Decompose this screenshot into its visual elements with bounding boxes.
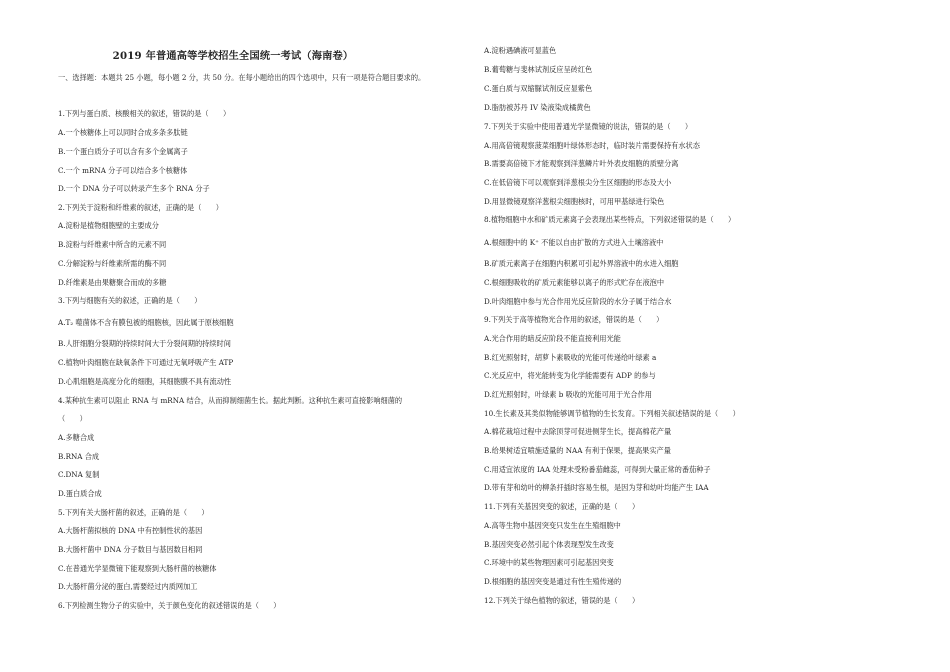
option-line: A.淀粉是植物细胞壁的主要成分	[58, 221, 159, 230]
option-line: C.分解淀粉与纤维素所需的酶不同	[58, 259, 167, 268]
option-line: C.一个 mRNA 分子可以结合多个核糖体	[58, 166, 188, 175]
option-line: A.高等生物中基因突变只发生在生殖细胞中	[484, 521, 621, 530]
option-line: A.一个核糖体上可以同时合成多条多肽链	[58, 128, 188, 137]
question-line-continued: （ ）	[58, 414, 87, 423]
option-line: B.RNA 合成	[58, 452, 100, 461]
option-line: C.蛋白质与双缩脲试剂反应显紫色	[484, 84, 593, 93]
option-line: A.多糖合成	[58, 433, 95, 442]
option-line: A.大肠杆菌拟核的 DNA 中有控制性状的基因	[58, 526, 203, 535]
option-line: D.叶肉细胞中参与光合作用光反应阶段的水分子属于结合水	[484, 297, 672, 306]
option-line: A.T₂ 噬菌体不含有膜包被的细胞核，因此属于原核细胞	[58, 318, 234, 327]
question-line: 9.下列关于高等植物光合作用的叙述，错误的是（ ）	[484, 315, 664, 324]
option-line: D.纤维素是由果糖聚合而成的多糖	[58, 278, 167, 287]
option-line: D.根细胞的基因突变是通过有性生殖传递的	[484, 577, 622, 586]
option-line: D.用显微镜观察洋葱根尖细胞核时，可用甲基绿进行染色	[484, 197, 665, 206]
option-line: B.需要高倍镜下才能观察到洋葱鳞片叶外表皮细胞的质壁分离	[484, 159, 679, 168]
option-line: D.蛋白质合成	[58, 489, 102, 498]
question-line: 10.生长素及其类似物能够调节植物的生长发育。下列相关叙述错误的是（ ）	[484, 409, 740, 418]
question-line: 11.下列有关基因突变的叙述，正确的是（ ）	[484, 502, 640, 511]
option-line: A.根细胞中的 K⁺ 不能以自由扩散的方式进入土壤溶液中	[484, 238, 664, 247]
option-line: A.用高倍镜观察菠菜细胞叶绿体形态时，临时装片需要保持有水状态	[484, 141, 700, 150]
option-line: B.葡萄糖与斐林试剂反应呈砖红色	[484, 65, 593, 74]
option-line: C.DNA 复制	[58, 470, 100, 479]
option-line: B.人肝细胞分裂期的持续时间大于分裂间期的持续时间	[58, 339, 231, 348]
option-line: C.用适宜浓度的 IAA 处理未受粉番茄雌蕊，可得到大量正常的番茄种子	[484, 465, 711, 474]
option-line: C.在普通光学显微镜下能观察到大肠杆菌的核糖体	[58, 564, 217, 573]
option-line: B.给果树适宜喷施适量的 NAA 有利于保果，提高果实产量	[484, 446, 671, 455]
option-line: B.矿质元素离子在细胞内积累可引起外界溶液中的水进入细胞	[484, 259, 679, 268]
option-line: A.淀粉遇碘液可显蓝色	[484, 46, 557, 55]
option-line: B.大肠杆菌中 DNA 分子数目与基因数目相同	[58, 545, 203, 554]
question-line: 8.植物细胞中水和矿质元素离子会表现出某些特点，下列叙述错误的是（ ）	[484, 215, 736, 224]
option-line: C.根细胞吸收的矿质元素能够以离子的形式贮存在液泡中	[484, 278, 665, 287]
question-line: 12.下列关于绿色植物的叙述，错误的是（ ）	[484, 596, 640, 605]
option-line: D.红光照射时，叶绿素 b 吸收的光能可用于光合作用	[484, 390, 652, 399]
option-line: C.植物叶肉细胞在缺氧条件下可通过无氧呼吸产生 ATP	[58, 358, 234, 367]
option-line: B.红光照射时，胡萝卜素吸收的光能可传递给叶绿素 a	[484, 353, 657, 362]
option-line: C.光反应中，将光能转变为化学能需要有 ADP 的参与	[484, 371, 656, 380]
option-line: A.棉花栽培过程中去除顶芽可促进侧芽生长，提高棉花产量	[484, 427, 672, 436]
exam-title: 2019 年普通高等学校招生全国统一考试（海南卷）	[112, 50, 354, 62]
question-line: 6.下列检测生物分子的实验中，关于颜色变化的叙述错误的是（ ）	[58, 601, 281, 610]
question-line: 3.下列与细胞有关的叙述，正确的是（ ）	[58, 296, 202, 305]
option-line: D.心肌细胞是高度分化的细胞，其细胞膜不具有流动性	[58, 377, 232, 386]
section-intro: 一、选择题：本题共 25 小题，每小题 2 分，共 50 分。在每小题给出的四个选项中，只有一项是符合题目要求的。	[58, 73, 426, 82]
option-line: C.在低倍镜下可以观察到洋葱根尖分生区细胞的形态及大小	[484, 178, 672, 187]
question-line: 4.某种抗生素可以阻止 RNA 与 mRNA 结合，从而抑制细菌生长。据此判断。这种抗生素可直接影响细菌的	[58, 396, 403, 405]
question-line: 2.下列关于淀粉和纤维素的叙述，正确的是（ ）	[58, 203, 223, 212]
option-line: D.一个 DNA 分子可以转录产生多个 RNA 分子	[58, 184, 210, 193]
option-line: B.基因突变必然引起个体表现型发生改变	[484, 540, 614, 549]
question-line: 7.下列关于实验中使用普通光学显微镜的说法，错误的是（ ）	[484, 122, 693, 131]
option-line: B.一个蛋白质分子可以含有多个金属离子	[58, 147, 188, 156]
option-line: C.环境中的某些物理因素可引起基因突变	[484, 558, 614, 567]
option-line: A.光合作用的暗反应阶段不能直接利用光能	[484, 334, 621, 343]
question-line: 5.下列有关大肠杆菌的叙述，正确的是（ ）	[58, 508, 209, 517]
option-line: B.淀粉与纤维素中所含的元素不同	[58, 240, 167, 249]
option-line: D.大肠杆菌分泌的蛋白,需要经过内质网加工	[58, 582, 198, 591]
option-line: D.带有芽和幼叶的柳条扦插时容易生根，是因为芽和幼叶均能产生 IAA	[484, 483, 709, 492]
question-line: 1.下列与蛋白质、核酸相关的叙述，错误的是（ ）	[58, 109, 231, 118]
option-line: D.脂肪被苏丹 IV 染液染成橘黄色	[484, 103, 591, 112]
